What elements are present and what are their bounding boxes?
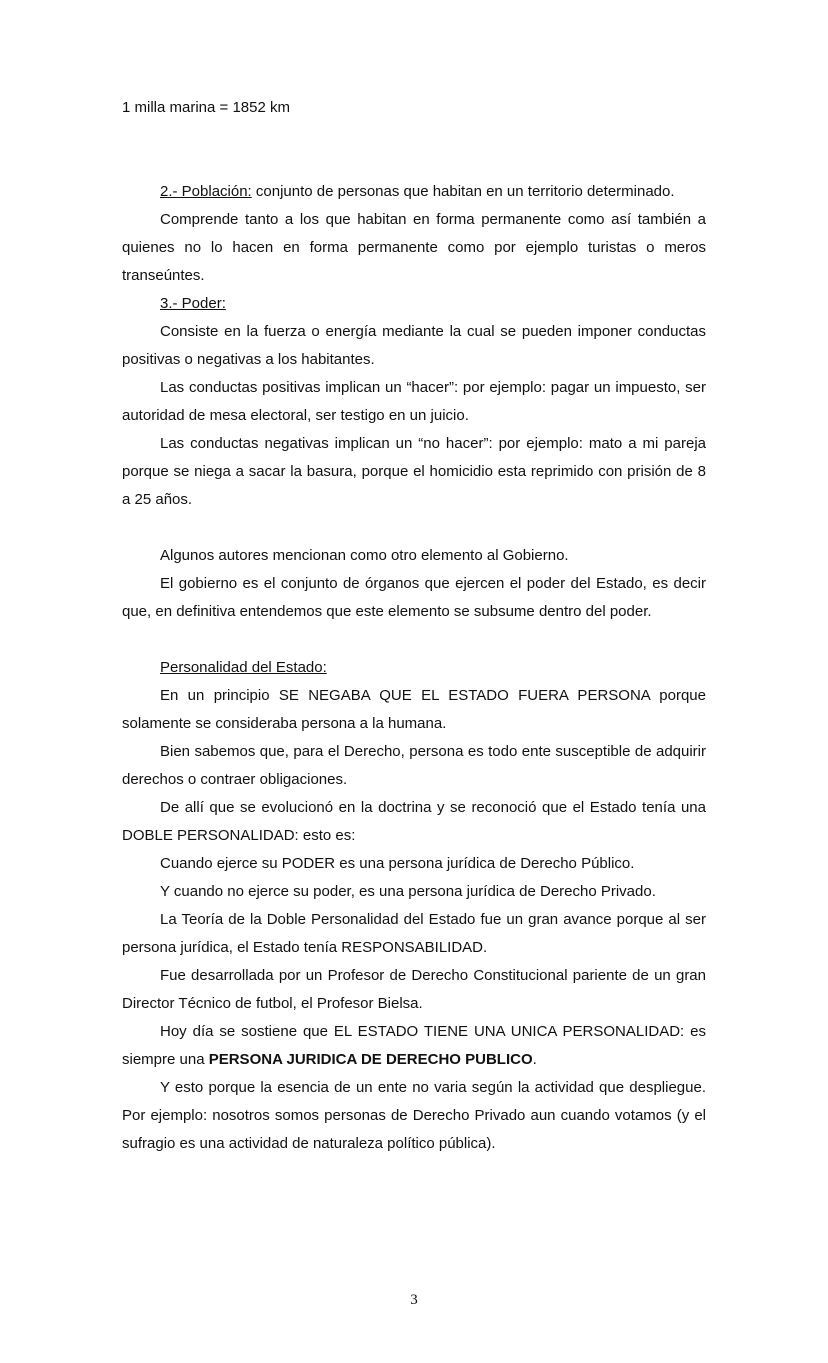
poder-heading: 3.- Poder: — [160, 295, 226, 312]
personalidad-paragraph-9: Y esto porque la esencia de un ente no varia según la actividad que despliegue. Por ejemplo: nosotros somos personas de Derecho Privado aun cuando votamos (y el sufragio es una actividad de naturaleza político pública). — [122, 1079, 706, 1152]
personalidad-paragraph-2: Bien sabemos que, para el Derecho, persona es todo ente susceptible de adquirir derechos o contraer obligaciones. — [122, 743, 706, 788]
poblacion-heading: 2.- Población: — [160, 183, 252, 200]
poder-paragraph-1: Consiste en la fuerza o energía mediante la cual se pueden imponer conductas positivas o negativas a los habitantes. — [122, 323, 706, 368]
conversion-line: 1 milla marina = 1852 km — [122, 99, 290, 116]
personalidad-paragraph-8 — [122, 1018, 706, 1074]
personalidad-paragraph-5: Y cuando no ejerce su poder, es una persona jurídica de Derecho Privado. — [160, 883, 656, 900]
personalidad-paragraph-6: La Teoría de la Doble Personalidad del Estado fue un gran avance porque al ser persona jurídica, el Estado tenía RESPONSABILIDAD. — [122, 911, 706, 956]
poblacion-definition: conjunto de personas que habitan en un territorio determinado. — [251, 183, 675, 200]
spacer — [122, 122, 706, 178]
personalidad-paragraph-4: Cuando ejerce su PODER es una persona jurídica de Derecho Público. — [160, 855, 635, 872]
p8-bold-text: PERSONA JURIDICA DE DERECHO PUBLICO — [208, 1051, 533, 1068]
personalidad-heading: Personalidad del Estado: — [160, 659, 327, 676]
personalidad-paragraph-3: De allí que se evolucionó en la doctrina y se reconoció que el Estado tenía una DOBLE PERSONALIDAD: esto es: — [122, 799, 706, 844]
personalidad-heading-paragraph — [122, 654, 706, 682]
personalidad-paragraph-7: Fue desarrollada por un Profesor de Derecho Constitucional pariente de un gran Director Técnico de futbol, el Profesor Bielsa. — [122, 967, 706, 1012]
gobierno-paragraph-2: El gobierno es el conjunto de órganos que ejercen el poder del Estado, es decir que, en definitiva entendemos que este elemento se subsume dentro del poder. — [122, 575, 706, 620]
p8-text: Hoy día se sostiene que EL ESTADO TIENE UNA UNICA PERSONALIDAD: es siempre una — [122, 1023, 706, 1068]
poblacion-paragraph — [122, 178, 706, 206]
gobierno-paragraph-1: Algunos autores mencionan como otro elemento al Gobierno. — [160, 547, 569, 564]
p8-end: . — [532, 1051, 537, 1068]
poblacion-paragraph-2: Comprende tanto a los que habitan en forma permanente como así también a quienes no lo hacen en forma permanente como por ejemplo turistas o meros transeúntes. — [122, 211, 706, 284]
poder-paragraph-2: Las conductas positivas implican un “hacer”: por ejemplo: pagar un impuesto, ser autoridad de mesa electoral, ser testigo en un juicio. — [122, 379, 706, 424]
spacer — [122, 626, 706, 654]
poder-paragraph-3: Las conductas negativas implican un “no hacer”: por ejemplo: mato a mi pareja porque se niega a sacar la basura, porque el homicidio esta reprimido con prisión de 8 a 25 años. — [122, 435, 706, 508]
page-number: 3 — [410, 1292, 418, 1308]
personalidad-paragraph-1: En un principio SE NEGABA QUE EL ESTADO FUERA PERSONA porque solamente se consideraba persona a la humana. — [122, 687, 706, 732]
spacer — [122, 514, 706, 542]
poder-heading-paragraph — [122, 290, 706, 318]
